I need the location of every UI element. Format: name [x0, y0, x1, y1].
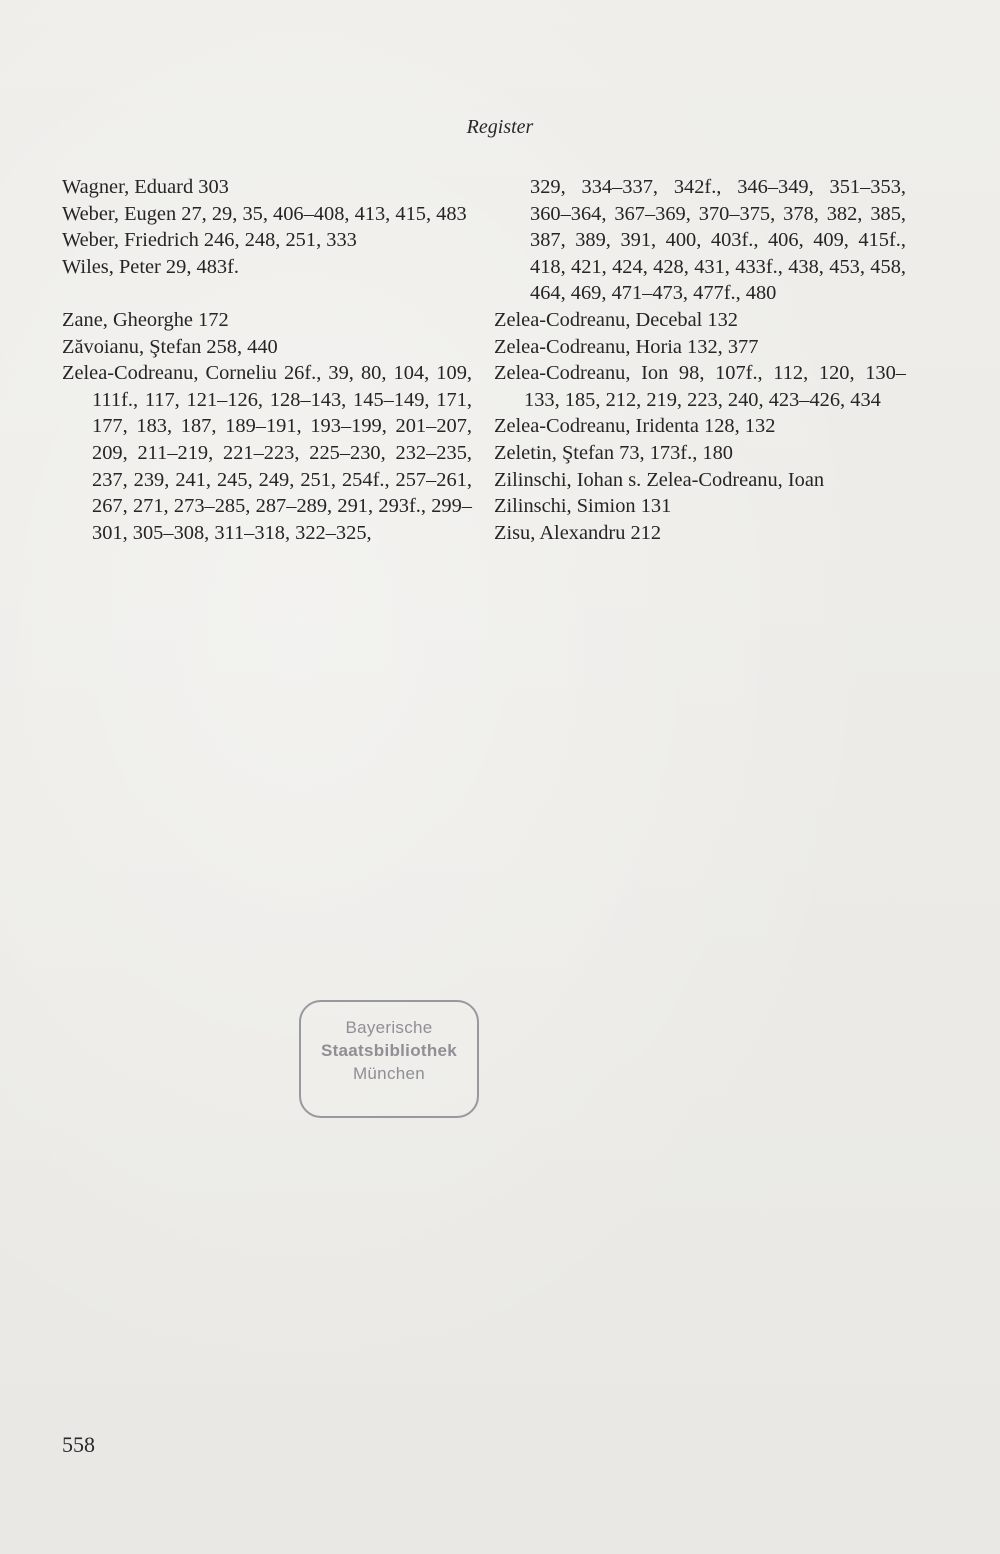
index-entry: Wagner, Eduard 303: [62, 176, 229, 198]
running-head: Register: [466, 116, 534, 138]
index-entry: Weber, Friedrich 246, 248, 251, 333: [62, 229, 357, 252]
index-column-left: [62, 174, 472, 546]
index-entry: Zăvoianu, Ştefan 258, 440: [62, 335, 278, 358]
index-entry: Zelea-Codreanu, Iridenta 128, 132: [494, 415, 776, 438]
index-entry: Zeletin, Ştefan 73, 173f., 180: [494, 441, 733, 464]
index-entry: Zelea-Codreanu, Decebal 132: [494, 308, 739, 331]
index-entry: Zelea-Codreanu, Corneliu 26f., 39, 80, 104, 109, 111f., 117, 121–126, 128–143, 145–149, 171, 177, 183, 187, 189–191, 193–199, 201–207, 209, 211–219, 221–223, 225–230, 232–235, 237, 239, 241, 245, 249, 251, 254f., 257–261, 267, 271, 273–285, 287–289, 291, 293f., 299–301, 305–308, 311–318, 322–325,: [62, 362, 472, 544]
page-number: 558: [62, 1432, 95, 1457]
index-entry: Weber, Eugen 27, 29, 35, 406–408, 413, 415, 483: [62, 202, 467, 225]
index-entry: Wiles, Peter 29, 483f.: [62, 255, 239, 278]
index-entry: Zelea-Codreanu, Horia 132, 377: [494, 335, 759, 358]
stamp-line: Staatsbibliothek: [320, 1041, 458, 1060]
index-entry: Zilinschi, Simion 131: [494, 495, 672, 518]
section-gap: [62, 280, 472, 307]
stamp-line: München: [352, 1064, 426, 1083]
index-entry-continuation: 329, 334–337, 342f., 346–349, 351–353, 360–364, 367–369, 370–375, 378, 382, 385, 387, 389, 391, 400, 403f., 406, 409, 415f., 418, 421, 424, 428, 431, 433f., 438, 453, 458, 464, 469, 471–473, 477f., 480: [530, 176, 906, 305]
index-column-right: [494, 174, 906, 546]
library-stamp: [299, 1000, 479, 1118]
index-entry: Zisu, Alexandru 212: [494, 521, 662, 544]
index-entry: Zelea-Codreanu, Ion 98, 107f., 112, 120, 130–133, 185, 212, 219, 223, 240, 423–426, 434: [494, 362, 906, 411]
index-entry: Zilinschi, Iohan s. Zelea-Codreanu, Ioan: [494, 468, 825, 491]
stamp-line: Bayerische: [345, 1018, 433, 1037]
index-entry: Zane, Gheorghe 172: [62, 308, 229, 331]
